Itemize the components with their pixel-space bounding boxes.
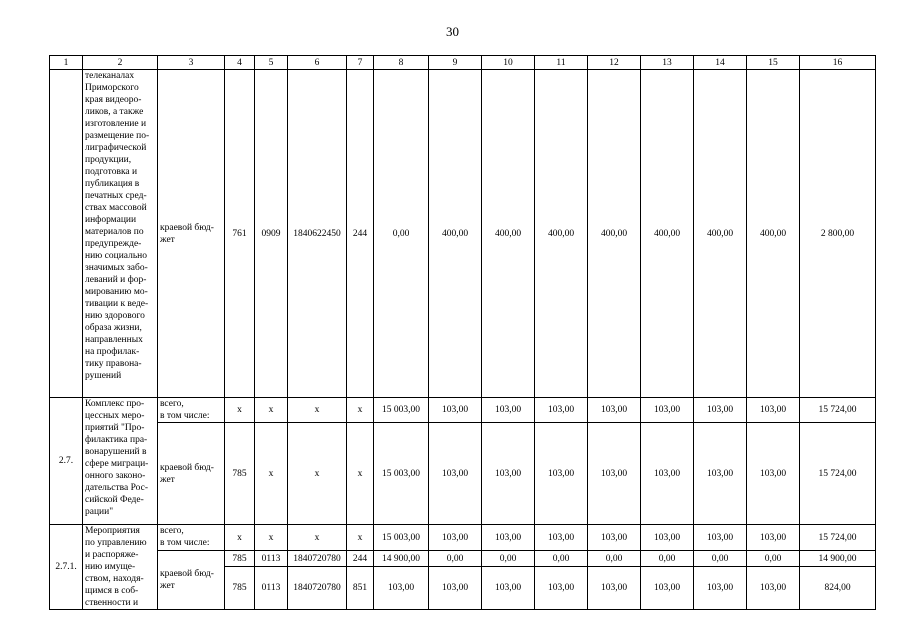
value-cell: 103,00	[747, 525, 800, 551]
code-cell: x	[288, 525, 347, 551]
value-cell: 14 900,00	[374, 551, 429, 567]
table-row	[50, 423, 876, 525]
funding-source: всего, в том числе:	[158, 525, 225, 551]
total-cell: 15 724,00	[800, 423, 876, 525]
total-cell: 15 724,00	[800, 398, 876, 423]
value-cell: 103,00	[535, 525, 588, 551]
table-row	[50, 398, 876, 423]
code-cell: 851	[347, 567, 374, 610]
row-number-cell	[50, 70, 83, 398]
value-cell: 0,00	[374, 70, 429, 398]
code-cell: 244	[347, 70, 374, 398]
value-cell: 103,00	[641, 567, 694, 610]
value-cell: 103,00	[482, 567, 535, 610]
code-cell: 785	[225, 423, 255, 525]
value-cell: 103,00	[429, 525, 482, 551]
code-cell: x	[288, 398, 347, 423]
code-cell: 244	[347, 551, 374, 567]
value-cell: 103,00	[641, 525, 694, 551]
header-cell: 6	[288, 56, 347, 70]
value-cell: 103,00	[641, 423, 694, 525]
value-cell: 103,00	[482, 525, 535, 551]
code-cell: x	[255, 398, 288, 423]
code-cell: 785	[225, 551, 255, 567]
header-cell: 14	[694, 56, 747, 70]
code-cell: 0113	[255, 551, 288, 567]
value-cell: 103,00	[588, 525, 641, 551]
funding-source: краевой бюд- жет	[158, 70, 225, 398]
value-cell: 103,00	[694, 423, 747, 525]
code-cell: 1840720780	[288, 551, 347, 567]
code-cell: x	[347, 398, 374, 423]
value-cell: 400,00	[641, 70, 694, 398]
value-cell: 103,00	[482, 423, 535, 525]
code-cell: x	[255, 423, 288, 525]
total-cell: 15 724,00	[800, 525, 876, 551]
header-row	[50, 56, 876, 70]
value-cell: 103,00	[535, 567, 588, 610]
value-cell: 103,00	[747, 423, 800, 525]
code-cell: x	[225, 525, 255, 551]
value-cell: 103,00	[535, 398, 588, 423]
value-cell: 400,00	[429, 70, 482, 398]
table-row	[50, 551, 876, 567]
value-cell: 400,00	[747, 70, 800, 398]
code-cell: 1840720780	[288, 567, 347, 610]
total-cell: 2 800,00	[800, 70, 876, 398]
value-cell: 0,00	[482, 551, 535, 567]
value-cell: 103,00	[429, 423, 482, 525]
value-cell: 103,00	[482, 398, 535, 423]
header-cell: 2	[83, 56, 158, 70]
table-row	[50, 525, 876, 551]
budget-table	[49, 55, 876, 610]
value-cell: 103,00	[429, 398, 482, 423]
activity-description: Комплекс про- цессных меро- приятий "Про- филактика пра- вонарушений в сфере миграци- онного законо- дательства Рос- сийской Феде- рации"	[83, 398, 158, 525]
value-cell: 400,00	[535, 70, 588, 398]
activity-description: Мероприятия по управлению и распоряже- нию имуще- ством, находя- щимся в соб- ственности и	[83, 525, 158, 610]
header-cell: 12	[588, 56, 641, 70]
funding-source: всего, в том числе:	[158, 398, 225, 423]
page-number: 30	[446, 24, 459, 39]
value-cell: 103,00	[588, 423, 641, 525]
code-cell: x	[347, 525, 374, 551]
activity-description: телеканалах Приморского края видеоро- ликов, а также изготовление и размещение по- лиграфической продукции, подготовка и публикация в печатных сред- ствах массовой информации материалов по предупрежде- нию социально значимых забо- леваний и фор- мированию мо- тивации к веде- нию здорового образа жизни, направленных на профилак- тику правона- рушений	[83, 70, 158, 398]
value-cell: 400,00	[588, 70, 641, 398]
header-cell: 13	[641, 56, 694, 70]
value-cell: 15 003,00	[374, 398, 429, 423]
value-cell: 0,00	[641, 551, 694, 567]
code-cell: 785	[225, 567, 255, 610]
code-cell: 0909	[255, 70, 288, 398]
total-cell: 824,00	[800, 567, 876, 610]
funding-source: краевой бюд- жет	[158, 423, 225, 525]
code-cell: x	[288, 423, 347, 525]
value-cell: 103,00	[429, 567, 482, 610]
value-cell: 103,00	[747, 567, 800, 610]
value-cell: 103,00	[374, 567, 429, 610]
value-cell: 103,00	[694, 567, 747, 610]
value-cell: 0,00	[535, 551, 588, 567]
header-cell: 9	[429, 56, 482, 70]
value-cell: 103,00	[588, 567, 641, 610]
total-cell: 14 900,00	[800, 551, 876, 567]
section-number: 2.7.	[50, 398, 83, 525]
header-cell: 5	[255, 56, 288, 70]
code-cell: 1840622450	[288, 70, 347, 398]
value-cell: 0,00	[747, 551, 800, 567]
value-cell: 0,00	[588, 551, 641, 567]
header-cell: 7	[347, 56, 374, 70]
value-cell: 400,00	[694, 70, 747, 398]
table-row	[50, 70, 876, 398]
value-cell: 0,00	[694, 551, 747, 567]
header-cell: 8	[374, 56, 429, 70]
header-cell: 11	[535, 56, 588, 70]
header-cell: 15	[747, 56, 800, 70]
header-cell: 4	[225, 56, 255, 70]
header-cell: 1	[50, 56, 83, 70]
header-cell: 10	[482, 56, 535, 70]
header-cell: 16	[800, 56, 876, 70]
code-cell: x	[225, 398, 255, 423]
value-cell: 103,00	[694, 525, 747, 551]
funding-source: краевой бюд- жет	[158, 551, 225, 610]
section-number: 2.7.1.	[50, 525, 83, 610]
value-cell: 15 003,00	[374, 423, 429, 525]
value-cell: 103,00	[641, 398, 694, 423]
code-cell: x	[347, 423, 374, 525]
value-cell: 0,00	[429, 551, 482, 567]
header-cell: 3	[158, 56, 225, 70]
value-cell: 103,00	[747, 398, 800, 423]
code-cell: x	[255, 525, 288, 551]
value-cell: 15 003,00	[374, 525, 429, 551]
code-cell: 761	[225, 70, 255, 398]
value-cell: 103,00	[588, 398, 641, 423]
value-cell: 400,00	[482, 70, 535, 398]
code-cell: 0113	[255, 567, 288, 610]
value-cell: 103,00	[694, 398, 747, 423]
value-cell: 103,00	[535, 423, 588, 525]
